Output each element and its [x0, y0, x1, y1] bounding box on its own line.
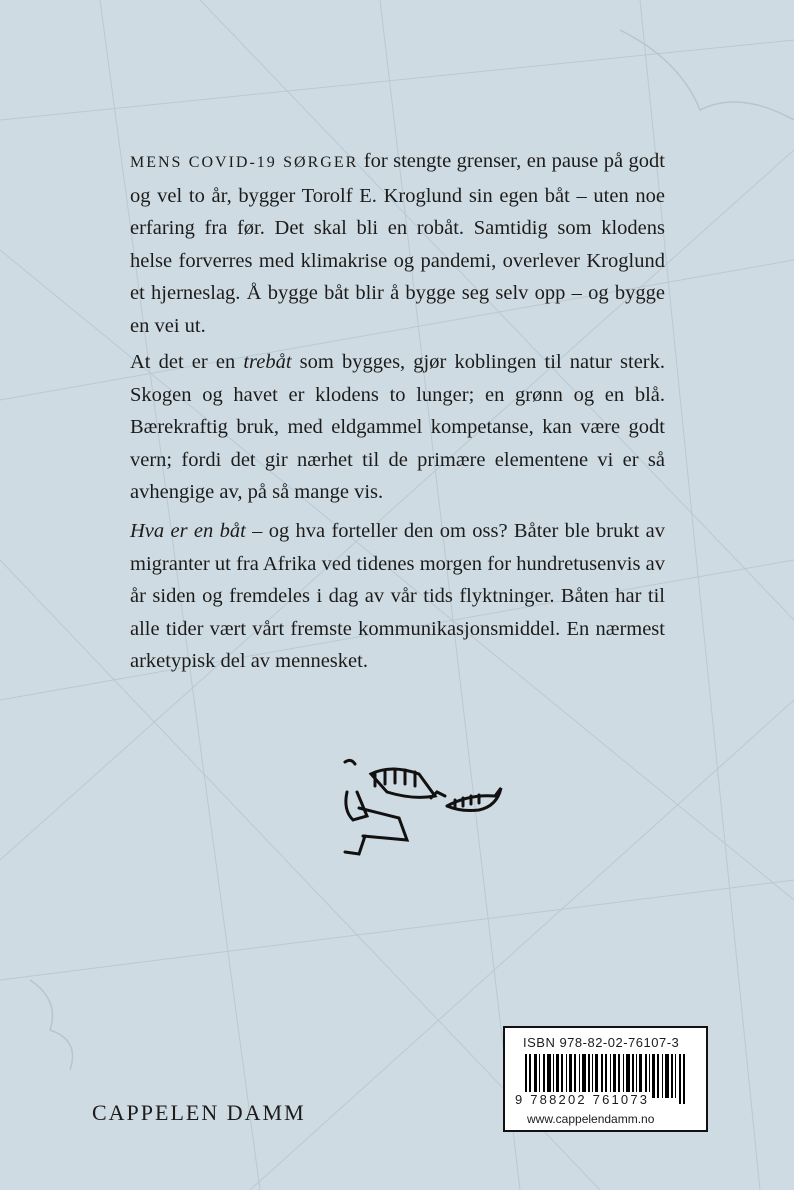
publisher-logo: CAPPELEN DAMM: [92, 1100, 306, 1125]
barcode-box: [503, 1026, 708, 1132]
publisher-url: www.cappelendamm.no: [527, 1112, 655, 1126]
paragraph-1: [130, 145, 665, 342]
paragraph-3-text: – og hva forteller den om oss? Båter ble brukt av migranter ut fra Afrika ved tidenes morgen for hundretusenvis av år siden og fremdeles i dag av vår tids flyktninger. Båten har til alle tider vært vårt fremste kommunikasjonsmiddel. En nærmest arketypisk del av mennesket.: [130, 520, 665, 672]
rock-carving-boat-illustration: [335, 752, 505, 862]
paragraph-1-lead: MENS COVID-19 SØRGER: [130, 154, 359, 171]
paragraph-3: [130, 515, 665, 678]
paragraph-2: [130, 346, 665, 509]
paragraph-2-emphasis: trebåt: [243, 351, 292, 373]
paragraph-2-text-a: At det er en: [130, 351, 244, 373]
paragraph-1-text: for stengte grenser, en pause på godt og vel to år, bygger Torolf E. Kroglund sin egen båt – uten noe erfaring fra før. Det skal bli en robåt. Samtidig som klodens helse forverres med klimakrise og pandemi, overlever Kroglund et hjerneslag. Å bygge båt blir å bygge seg selv opp – og bygge en vei ut.: [130, 150, 665, 337]
paragraph-2-text-b: som bygges, gjør koblingen til natur sterk. Skogen og havet er klodens to lunger; en grønn og en blå. Bærekraftig bruk, med eldgammel kompetanse, kan være godt vern; fordi det gir nærhet til de primære elementene vi er så avhengige av, på så mange vis.: [130, 351, 665, 503]
paragraph-3-emphasis: Hva er en båt: [130, 520, 246, 542]
isbn-label: ISBN 978-82-02-76107-3: [523, 1035, 680, 1050]
barcode-digits: 9 788202 761073: [515, 1092, 650, 1107]
